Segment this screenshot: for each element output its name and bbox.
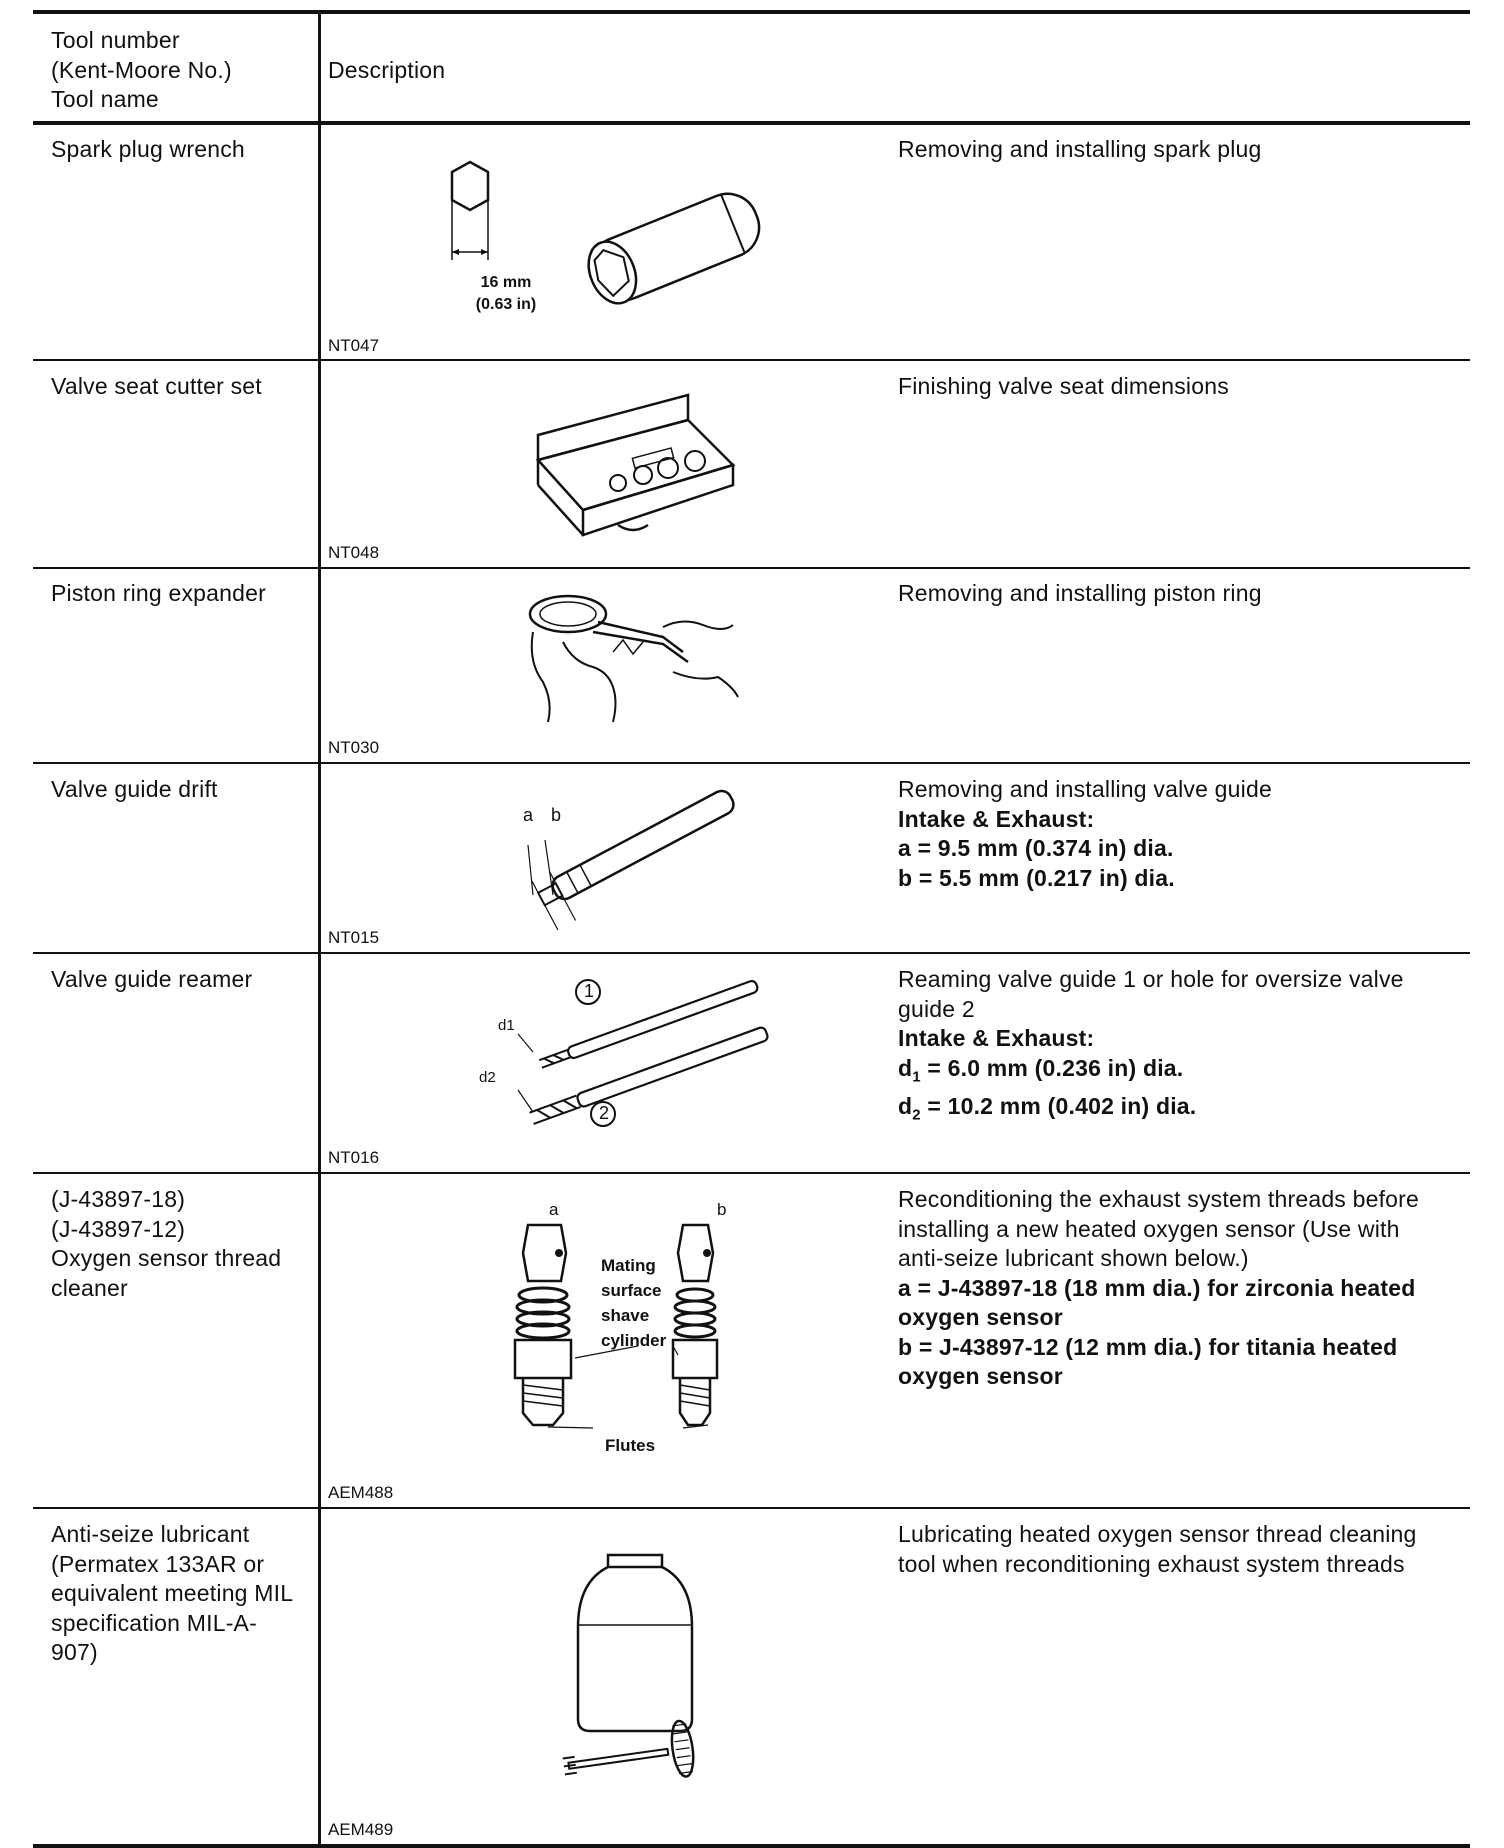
tool-name: Valve guide drift <box>51 776 218 802</box>
tool-a-label: a <box>549 1200 559 1219</box>
dimension-value: = 10.2 mm (0.402 in) dia. <box>920 1092 1197 1119</box>
description-bold-line: oxygen sensor <box>898 1363 1063 1389</box>
size-in-label: (0.63 in) <box>475 296 537 313</box>
callout-line: Mating <box>601 1256 656 1275</box>
header-line: (Kent-Moore No.) <box>51 56 232 83</box>
callout-1-label: 1 <box>583 981 594 1001</box>
description-line: guide 2 <box>898 995 975 1022</box>
header-rule <box>33 121 1470 125</box>
description-line: Reconditioning the exhaust system threads before <box>898 1186 1420 1212</box>
dimension-label-a: a <box>523 805 534 825</box>
header-description-column: Description <box>328 57 446 83</box>
description-bold-line: Intake & Exhaust: <box>898 1025 1095 1051</box>
tool-name: Piston ring expander <box>51 580 266 606</box>
tool-description <box>898 1520 1458 1579</box>
tool-name <box>51 1185 306 1303</box>
mating-surface-callout <box>601 1253 666 1353</box>
row-divider <box>33 1172 1470 1174</box>
tool-name-line: (Permatex 133AR or <box>51 1550 265 1577</box>
d2-dimension-line <box>898 1092 1458 1130</box>
figure-code: NT016 <box>328 1148 380 1167</box>
tool-name-line: Anti-seize lubricant <box>51 1521 250 1547</box>
header-line: Tool number <box>51 27 180 53</box>
row-divider <box>33 567 1470 569</box>
wrench-size-label <box>466 272 546 316</box>
description-bold-line: Intake & Exhaust: <box>898 805 1095 832</box>
description-line: tool when reconditioning exhaust system threads <box>898 1550 1405 1577</box>
tool-b-label: b <box>717 1200 727 1219</box>
callout-2-label: 2 <box>598 1103 609 1123</box>
dimension-variable: d <box>898 1054 913 1081</box>
tool-name: Valve seat cutter set <box>51 373 262 399</box>
tool-name-line: (J-43897-18) <box>51 1186 186 1212</box>
description-bold-line: a = 9.5 mm (0.374 in) dia. <box>898 835 1174 861</box>
tool-description: Removing and installing piston ring <box>898 580 1262 606</box>
description-bold-line: b = J-43897-12 (12 mm dia.) for titania heated <box>898 1333 1398 1360</box>
d2-label: d2 <box>479 1069 496 1086</box>
tool-name: Valve guide reamer <box>51 966 253 992</box>
figure-code: NT015 <box>328 928 380 947</box>
row-divider <box>33 952 1470 954</box>
dimension-variable: d <box>898 1092 913 1119</box>
header-tool-column <box>51 26 306 115</box>
description-bold-line: b = 5.5 mm (0.217 in) dia. <box>898 864 1175 891</box>
callout-line: cylinder <box>601 1331 667 1350</box>
row-divider <box>33 762 1470 764</box>
figure-code: NT047 <box>328 336 380 355</box>
tool-name-line: equivalent meeting MIL <box>51 1580 294 1606</box>
d1-label: d1 <box>498 1017 515 1034</box>
size-mm-label: 16 mm <box>480 274 532 291</box>
tool-description: Finishing valve seat dimensions <box>898 373 1229 399</box>
valve-guide-reamer-illustration <box>503 972 773 1132</box>
tool-name-line: specification MIL-A- <box>51 1609 257 1636</box>
figure-code: NT030 <box>328 738 380 757</box>
valve-seat-cutter-case-illustration <box>518 375 748 545</box>
flutes-callout: Flutes <box>605 1436 656 1455</box>
description-line: Lubricating heated oxygen sensor thread cleaning <box>898 1521 1417 1547</box>
description-line: Reaming valve guide 1 or hole for oversize valve <box>898 966 1404 992</box>
tool-description <box>898 1185 1458 1392</box>
table-top-rule <box>33 10 1470 14</box>
row-divider <box>33 1507 1470 1509</box>
figure-code: AEM489 <box>328 1820 394 1839</box>
callout-line: surface <box>601 1281 662 1300</box>
anti-seize-lubricant-illustration <box>558 1555 728 1785</box>
row-divider <box>33 359 1470 361</box>
figure-code: NT048 <box>328 543 380 562</box>
dimension-label-b: b <box>551 805 562 825</box>
description-bold-line: oxygen sensor <box>898 1304 1063 1330</box>
header-line: Tool name <box>51 86 159 112</box>
tool-name: Spark plug wrench <box>51 136 245 162</box>
d1-dimension-line <box>898 1054 1458 1092</box>
tool-description <box>898 775 1458 893</box>
description-bold-line: a = J-43897-18 (18 mm dia.) for zirconia heated <box>898 1274 1416 1301</box>
description-line: installing a new heated oxygen sensor (Use with <box>898 1215 1400 1242</box>
tool-name-line: 907) <box>51 1639 98 1665</box>
description-line: Removing and installing valve guide <box>898 776 1272 802</box>
dimension-subscript: 2 <box>912 1106 921 1124</box>
tool-name-line: cleaner <box>51 1274 128 1301</box>
dimension-value: = 6.0 mm (0.236 in) dia. <box>920 1054 1184 1081</box>
piston-ring-expander-illustration <box>523 582 743 732</box>
column-divider <box>318 10 321 1848</box>
tool-name <box>51 1520 306 1668</box>
description-line: anti-seize lubricant shown below.) <box>898 1245 1249 1271</box>
tool-description <box>898 965 1458 1130</box>
tool-name-line: (J-43897-12) <box>51 1215 186 1242</box>
tool-description: Removing and installing spark plug <box>898 136 1262 162</box>
figure-code: AEM488 <box>328 1483 394 1502</box>
valve-guide-drift-illustration <box>503 785 763 915</box>
callout-line: shave <box>601 1306 650 1325</box>
table-bottom-rule <box>33 1844 1470 1848</box>
dimension-subscript: 1 <box>912 1068 921 1086</box>
tool-name-line: Oxygen sensor thread <box>51 1245 282 1271</box>
